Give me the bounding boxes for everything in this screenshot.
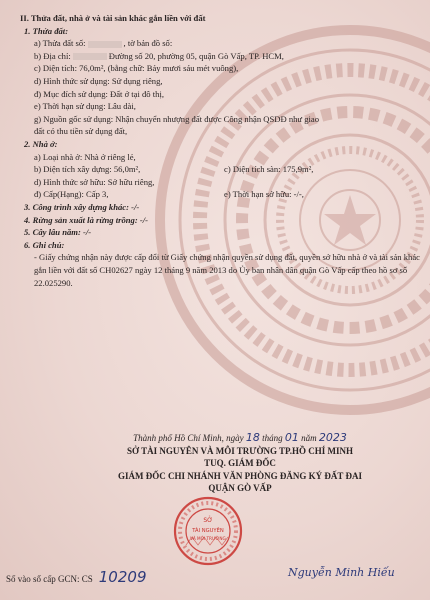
issue-year: 2023 (318, 431, 347, 444)
redacted-parcel (88, 41, 122, 48)
notes-heading: 6. Ghi chú: (24, 239, 65, 250)
land-area: c) Diện tích: 76,0m², (bằng chữ: Bảy mươi sáu mét vuông), (34, 63, 239, 74)
issuer-department: SỞ TÀI NGUYÊN VÀ MÔI TRƯỜNG TP.HỒ CHÍ MINH (127, 445, 353, 456)
issue-month: 01 (284, 431, 299, 444)
parcel-label: a) Thửa đất số: (34, 38, 86, 49)
address-label: b) Địa chỉ: (34, 50, 71, 61)
issuer-authority: TUQ. GIÁM ĐỐC (204, 458, 276, 468)
issue-date-line (60, 432, 420, 445)
planted-forest: 4. Rừng sản xuất là rừng trồng: -/- (24, 214, 148, 225)
registry-number (6, 568, 146, 586)
redacted-address (73, 53, 107, 60)
issue-day: 18 (245, 431, 260, 444)
seal-text-top: SỞ (203, 517, 213, 524)
land-parcel-number (20, 37, 425, 50)
house-area-row (20, 163, 425, 176)
house-floor-area: c) Diện tích sàn: 175,9m², (224, 164, 314, 175)
issuer-director: GIÁM ĐỐC CHI NHÁNH VĂN PHÒNG ĐĂNG KÝ ĐẤT ĐAI (118, 470, 362, 481)
seal-text-bottom: VÀ MÔI TRƯỜNG (190, 536, 226, 541)
land-origin-2: đất có thu tiền sử dụng đất, (34, 126, 128, 137)
signature-block (60, 432, 420, 495)
house-heading: 2. Nhà ở: (24, 138, 58, 149)
house-ownership-form: d) Hình thức sở hữu: Sở hữu riêng, (34, 176, 155, 187)
registry-value: 10209 (98, 568, 147, 586)
certificate-body (20, 12, 425, 290)
registry-label: Số vào sổ cấp GCN: CS (6, 574, 93, 584)
land-heading: 1. Thửa đất: (24, 25, 69, 36)
year-label: năm (301, 433, 317, 443)
perennial-trees: 5. Cây lâu năm: -/- (24, 227, 92, 238)
notes-text: - Giấy chứng nhận này được cấp đổi từ Giấy chứng nhận quyền sử dụng đất, quyền sở hữu nhà ở và tài sản khác gắn liền với đất số CH02627 ngày 12 tháng 9 năm 2013 do Ủy ban nhân dân quận Gò Vấp cấp theo hồ sơ số 22.025290. (34, 252, 420, 289)
land-address (20, 50, 425, 63)
month-label: tháng (262, 433, 283, 443)
house-grade-row (20, 188, 425, 201)
issue-place: Thành phố Hồ Chí Minh, ngày (133, 433, 244, 443)
section-title: II. Thửa đất, nhà ở và tài sản khác gắn liền với đất (20, 13, 206, 23)
land-origin-1: g) Nguồn gốc sử dụng: Nhận chuyển nhượng đất được Công nhận QSDĐ như giao (34, 113, 320, 124)
house-ownership-term: e) Thời hạn sở hữu: -/-, (224, 189, 304, 200)
official-seal (172, 495, 244, 567)
land-usage-purpose: đ) Mục đích sử dụng: Đất ở tại đô thị, (34, 88, 164, 99)
house-type: a) Loại nhà ở: Nhà ở riêng lẻ, (34, 151, 136, 162)
other-constructions: 3. Công trình xây dựng khác: -/- (24, 201, 140, 212)
seal-text-mid: TÀI NGUYÊN (192, 528, 224, 534)
land-usage-term: e) Thời hạn sử dụng: Lâu dài, (34, 101, 136, 112)
address-value: Đường số 20, phường 05, quận Gò Vấp, TP. HCM, (108, 50, 284, 61)
house-build-area: b) Diện tích xây dựng: 56,0m², (34, 164, 141, 175)
issuer-district: QUẬN GÒ VẤP (208, 483, 272, 493)
signer-name: Nguyễn Minh Hiếu (288, 566, 395, 579)
house-grade: đ) Cấp(Hạng): Cấp 3, (34, 189, 109, 200)
seal-icon (172, 495, 244, 567)
map-sheet-label: , tờ bản đồ số: (123, 38, 173, 49)
land-usage-form: d) Hình thức sử dụng: Sử dụng riêng, (34, 75, 163, 86)
